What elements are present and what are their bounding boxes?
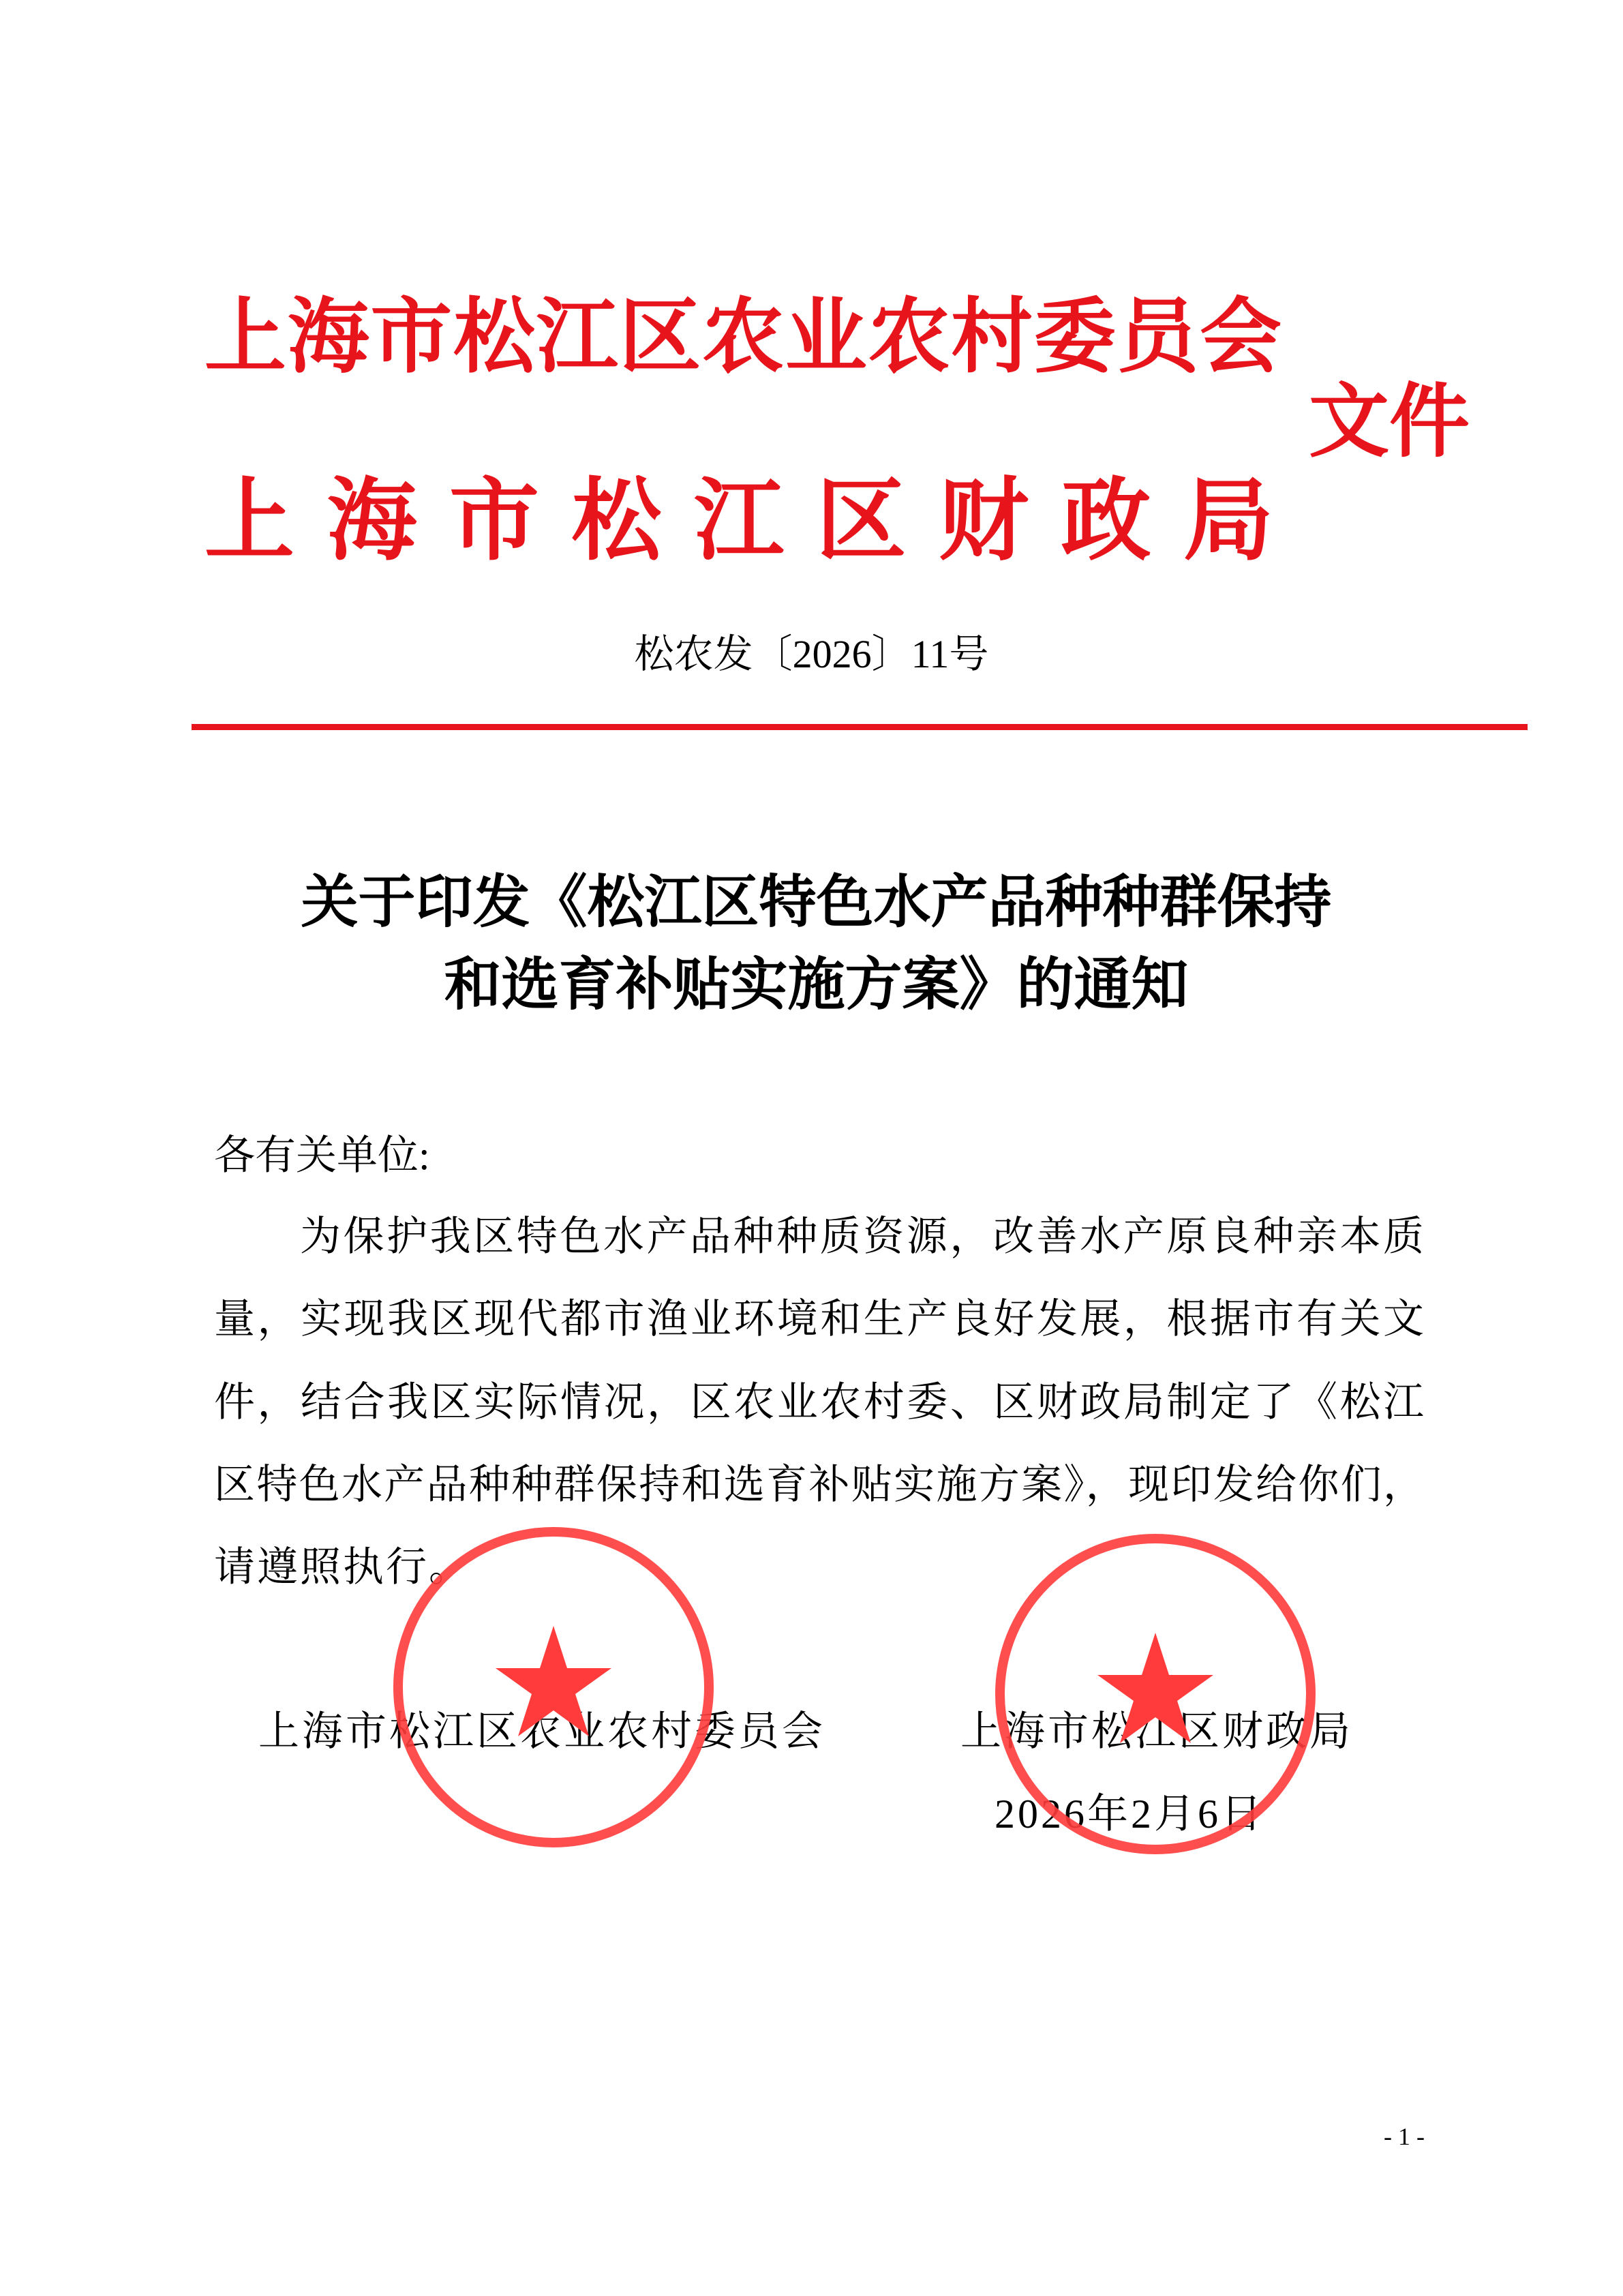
salutation: 各有关单位: (214, 1133, 430, 1178)
body-line: 件，结合我区实际情况，区农业农村委、区财政局制定了《松江 (214, 1380, 1424, 1425)
star-icon (496, 1626, 611, 1736)
seal-left (390, 1524, 717, 1851)
body-line: 请遵照执行。 (214, 1545, 472, 1590)
seal-right (992, 1530, 1319, 1858)
document-title-line-1: 关于印发《松江区特色水产品种种群保持 (301, 871, 1332, 935)
document-title-line-2: 和选育补贴实施方案》的通知 (444, 954, 1189, 1017)
issuer-name-1: 上海市松江区农业农村委员会 (204, 292, 1281, 382)
document-number: 松农发〔2026〕11号 (634, 632, 989, 676)
signature-left: 上海市松江区农业农村委员会 (258, 1709, 825, 1754)
date: 2026年2月6日 (995, 1792, 1264, 1837)
star-icon (1097, 1633, 1213, 1743)
page-number: - 1 - (1384, 2123, 1425, 2150)
body-line: 为保护我区特色水产品种种质资源，改善水产原良种亲本质 (300, 1214, 1424, 1259)
issuer-name-2: 上海市松江区财政局 (204, 471, 1275, 571)
document-label: 文件 (1309, 378, 1470, 467)
body-line: 区特色水产品种种群保持和选育补贴实施方案》，现印发给你们， (214, 1462, 1424, 1507)
signature-right: 上海市松江区财政局 (960, 1709, 1353, 1754)
body-line: 量，实现我区现代都市渔业环境和生产良好发展，根据市有关文 (214, 1297, 1424, 1342)
red-divider (192, 724, 1528, 730)
